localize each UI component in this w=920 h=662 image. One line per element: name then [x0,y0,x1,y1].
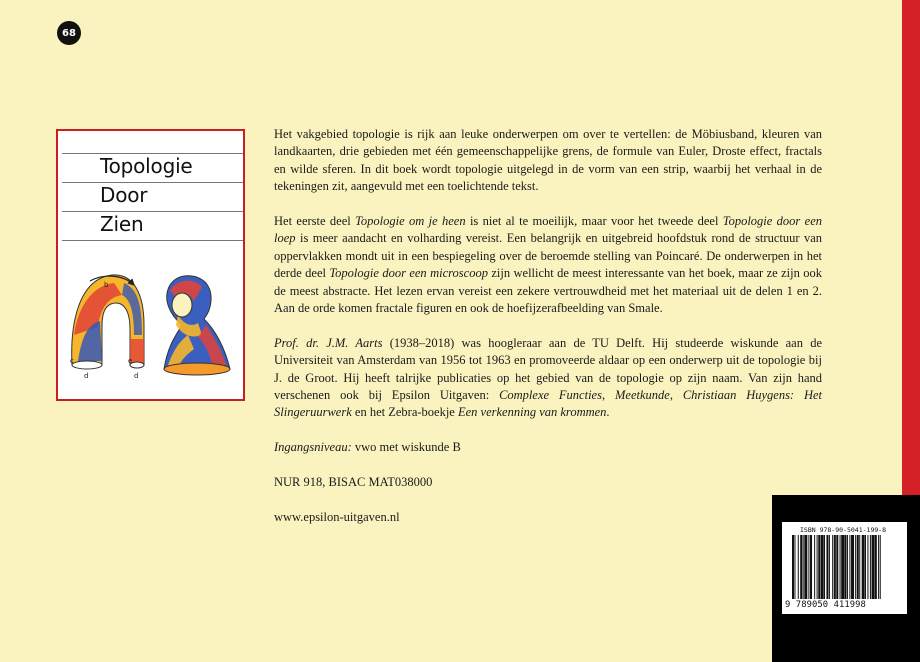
figure-label: d [84,372,89,380]
barcode-label [782,522,907,614]
italic-text: Complexe Functies [499,388,602,403]
text-run: www.epsilon-uitgaven.nl [274,509,400,524]
text-run: vwo met wiskunde B [351,440,461,455]
text-run: is niet al te moeilijk, maar voor het tweede deel [465,214,723,229]
italic-text: Een verkenning van krommen [457,405,607,420]
text-run: . [606,405,610,420]
barcode-bar [808,535,809,599]
barcode-bar [792,535,794,599]
series-number-badge: 68 [57,21,81,45]
barcode-bar [800,535,802,599]
text-run: zijn wellicht de meest interessante van het boek, maar ze zijn ook de meest abstracte. Het lezen ervan vereist een zekere vertrouwdheid met het materiaal uit de delen 1 en 2. Aan de orde komen fractale figuren en ook de hoefijzerafbeelding van Smale. [274,266,823,316]
barcode-bar [875,535,877,599]
text-run: , [669,388,683,403]
barcode-bar [832,535,833,599]
barcode-bar [880,535,881,599]
isbn-text: ISBN 978-90-5041-199-8 [800,526,887,534]
knotted-surface-illustration [164,276,230,375]
paragraph [274,439,822,456]
barcode-bar [836,535,838,599]
barcode-bar [849,535,850,599]
barcode-bar [855,535,856,599]
barcode-bar [847,535,848,599]
barcode-digits: 9 789050 411998 [785,600,866,610]
text-run: en het Zebra-boekje [351,405,458,420]
barcode-bar [824,535,825,599]
back-cover-text [274,126,822,544]
paragraph [274,335,822,422]
barcode-bar [870,535,871,599]
book-cover-thumbnail [56,129,245,401]
barcode-bar [794,535,795,599]
cover-rule [62,240,243,241]
text-run: Het eerste deel [274,214,356,229]
barcode-bar [804,535,807,599]
cover-illustration-surfaces [64,265,238,387]
cover-rule [62,211,243,212]
paragraph [274,474,822,491]
barcode-bar [865,535,866,599]
italic-text: Topologie door een loep [274,214,822,246]
barcode-bar [826,535,828,599]
text-run: Het vakgebied topologie is rijk aan leuke onderwerpen om over te vertellen: de Möbiusband, kleuren van landkaarten, drie gebieden met één gemeenschappelijke grens, de formule van Euler, Droste effect, fractals en wilde sferen. In dit boek wordt topologie uitgelegd in de vorm van een strip, waarbij het verhaal in de tekeningen zit, aangevuld met een toelichtende tekst. [274,127,822,194]
barcode-bar [844,535,846,599]
italic-text: Topologie door een microscoop [329,266,488,281]
barcode-bar [867,535,868,599]
cover-title-line-1: Topologie [100,154,193,178]
barcode-bar [851,535,854,599]
italic-text: Meetkunde [614,388,670,403]
italic-text: Ingangsniveau: [274,440,352,455]
barcode-bars [792,535,902,599]
barcode-bar [818,535,820,599]
barcode-bar [817,535,818,599]
italic-text: Topologie om je heen [355,214,466,229]
paragraph [274,509,822,526]
paragraph [274,213,822,317]
barcode-bar [841,535,844,599]
cover-title-line-3: Zien [100,212,144,236]
italic-text: Prof. dr. J.M. Aarts [274,335,383,350]
barcode-bar [798,535,799,599]
barcode-bar [803,535,804,599]
cover-rule [62,182,243,183]
text-run: is meer aandacht en volharding vereist. Een belangrijk en uitgebreid hoofdstuk rond de structuur van oppervlakken mondt uit in een bespiegeling over de beroemde stelling van Poincaré. De onderwerpen in het derde deel [274,231,822,281]
text-run: , [601,388,615,403]
barcode-bar [814,535,815,599]
text-run: NUR 918, BISAC MAT038000 [274,475,433,490]
barcode-bar [862,535,865,599]
barcode-bar [878,535,879,599]
barcode-panel [772,495,920,662]
barcode-bar [857,535,859,599]
text-run: (1938–2018) was hoogleraar aan de TU Delft. Hij studeerde wiskunde aan de Universiteit van Amsterdam van 1956 tot 1963 en promoveerde aldaar op een onderwerp uit de topologie bij J. de Groot. Hij heeft talrijke publicaties op het gebied van de topologie op zijn naam. Van zijn hand verschenen ook bij Epsilon Uitgaven: [274,335,822,403]
barcode-bar [821,535,824,599]
figure-label: c [70,357,74,365]
italic-text: Christiaan Huygens: Het Slingeruurwerk [274,388,823,420]
figure-label: b [104,281,109,289]
barcode-bar [829,535,830,599]
figure-label: e [128,357,133,365]
barcode-bar [810,535,812,599]
barcode-bar [872,535,875,599]
figure-label: d [134,372,139,380]
barcode-bar [859,535,860,599]
paragraph [274,126,822,196]
cover-title-line-2: Door [100,183,148,207]
barcode-bar [834,535,836,599]
barcode-bar [840,535,841,599]
